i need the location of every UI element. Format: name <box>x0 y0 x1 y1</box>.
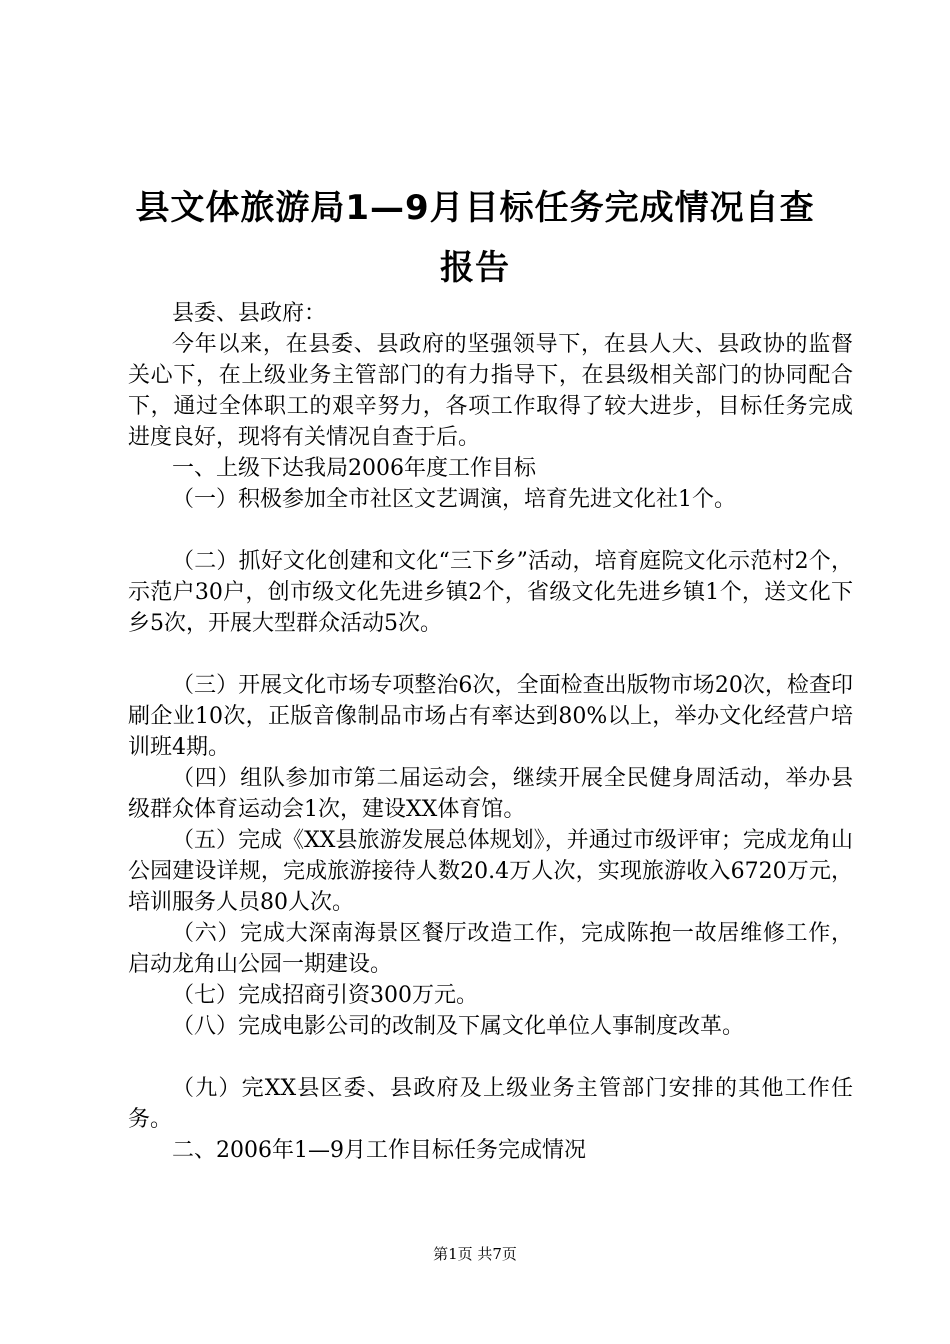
list-item: （七）完成招商引资300万元。 <box>172 983 478 1008</box>
list-item: （八）完成电影公司的改制及下属文化单位人事制度改革。 <box>172 1014 745 1039</box>
document-title-line1: 县文体旅游局1—9月目标任务完成情况自查 <box>135 188 815 228</box>
list-item: （六）完成大深南海景区餐厅改造工作，完成陈抱一故居维修工作，启动龙角山公园一期建设。 <box>128 921 853 977</box>
list-item: （一）积极参加全市社区文艺调演，培育先进文化社1个。 <box>172 487 736 512</box>
intro-paragraph: 今年以来，在县委、县政府的坚强领导下，在县人大、县政协的监督关心下，在上级业务主管部门的有力指导下，在县级相关部门的协同配合下，通过全体职工的艰辛努力，各项工作取得了较大进步，目标任务完成进度良好，现将有关情况自查于后。 <box>128 332 853 450</box>
page-footer: 第1页 共7页 <box>433 1245 517 1263</box>
list-item: （五）完成《XX县旅游发展总体规划》，并通过市级评审；完成龙角山公园建设详规，完成旅游接待人数20.4万人次，实现旅游收入6720万元，培训服务人员80人次。 <box>128 828 853 915</box>
section-heading-1: 一、上级下达我局2006年度工作目标 <box>172 456 536 481</box>
list-item: （三）开展文化市场专项整治6次，全面检查出版物市场20次，检查印刷企业10次，正版音像制品市场占有率达到80%以上，举办文化经营户培训班4期。 <box>128 673 853 760</box>
list-item: （四）组队参加市第二届运动会，继续开展全民健身周活动，举办县级群众体育运动会1次，建设XX体育馆。 <box>128 766 853 822</box>
list-item: （九）完XX县区委、县政府及上级业务主管部门安排的其他工作任务。 <box>128 1076 853 1132</box>
document-title-line2: 报告 <box>440 248 510 288</box>
document-body <box>128 298 853 1166</box>
list-item: （二）抓好文化创建和文化“三下乡”活动，培育庭院文化示范村2个，示范户30户，创市级文化先进乡镇2个，省级文化先进乡镇1个，送文化下乡5次，开展大型群众活动5次。 <box>128 549 853 636</box>
section-heading-2: 二、2006年1—9月工作目标任务完成情况 <box>172 1138 586 1163</box>
salutation: 县委、县政府： <box>172 301 327 326</box>
